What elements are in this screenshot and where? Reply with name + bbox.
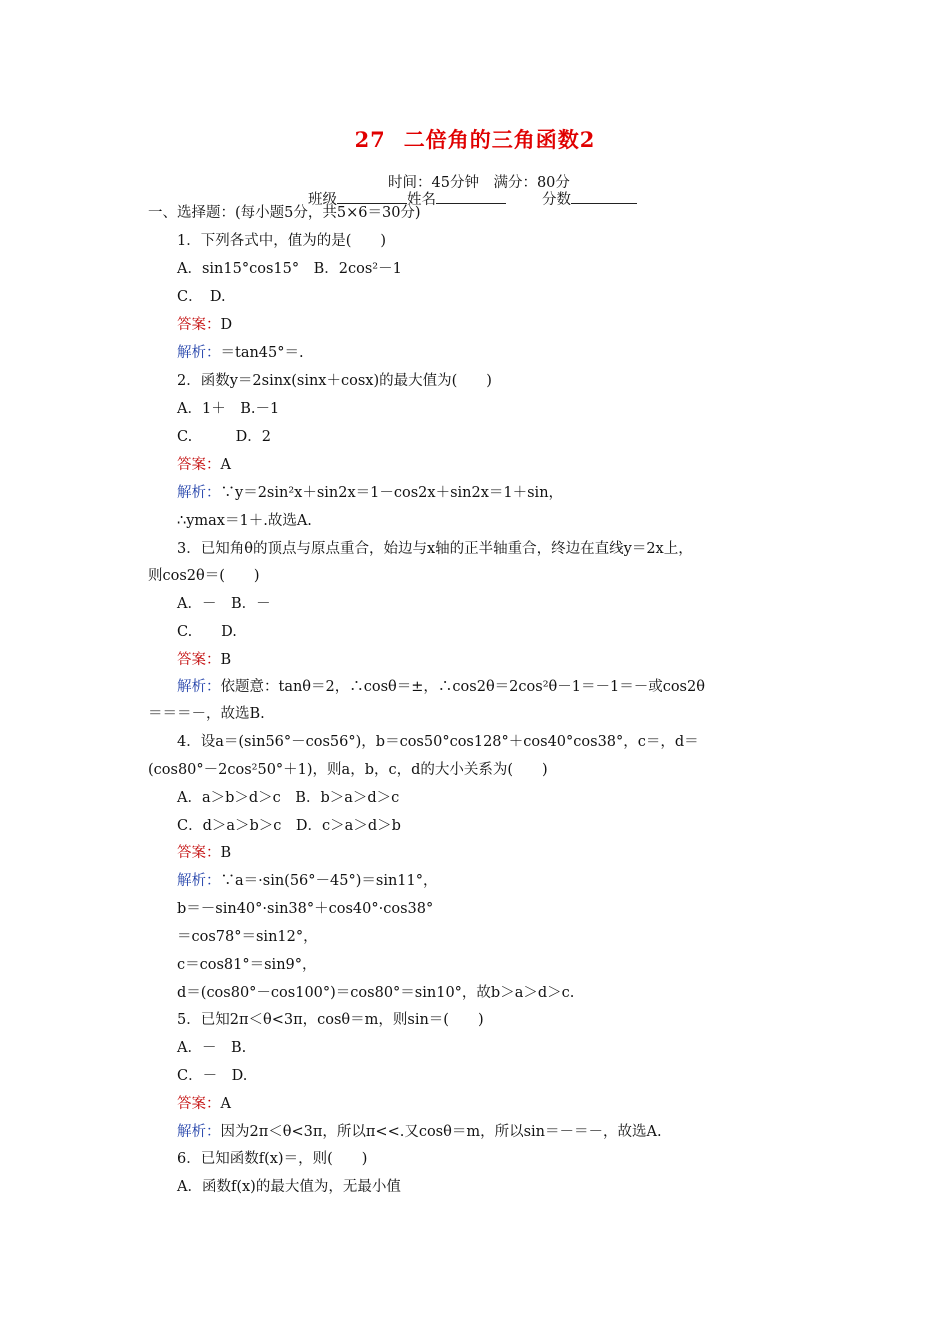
q3-options-cd: C. D. (177, 624, 237, 640)
analysis-label: 解析： (177, 679, 221, 695)
class-blank (337, 190, 407, 204)
analysis-label: 解析： (177, 485, 221, 501)
q1-options-cd: C． D. (177, 289, 226, 305)
q5-answer (177, 1094, 231, 1114)
title-text: 二倍角的三角函数2 (403, 127, 596, 152)
score-blank (571, 190, 637, 204)
q1-analysis-text: ＝tan45°＝. (220, 345, 304, 361)
q3-options-ab: A．－ B．－ (177, 596, 271, 612)
q4-answer-value: B (220, 845, 232, 861)
answer-label: 答案： (177, 652, 221, 668)
class-label: 班级 (308, 192, 337, 208)
answer-label: 答案： (177, 845, 221, 861)
q1-analysis (177, 343, 304, 363)
q3-stem-2: 则cos2θ＝( ) (148, 568, 260, 584)
q4-analysis-3: ＝cos78°＝sin12°， (177, 929, 318, 945)
q3-analysis-text: 依题意：tanθ＝2，∴cosθ＝±，∴cos2θ＝2cos²θ－1＝－1＝－或cos2θ (220, 679, 705, 695)
q4-options-ab: A．a＞b＞d＞c B．b＞a＞d＞c (177, 790, 400, 806)
q4-analysis-text: ∵a＝·sin(56°－45°)＝sin11°， (220, 873, 438, 889)
score-label: 分数 (542, 192, 571, 208)
q4-stem-2: (cos80°－2cos²50°＋1)，则a，b，c，d的大小关系为( ) (148, 762, 548, 778)
q2-answer-value: A (220, 457, 231, 473)
q3-stem: 3．已知角θ的顶点与原点重合，始边与x轴的正半轴重合，终边在直线y＝2x上， (177, 541, 693, 557)
name-blank (436, 190, 506, 204)
q5-stem: 5．已知2π＜θ<3π，cosθ＝m，则sin＝( ) (177, 1012, 484, 1028)
answer-label: 答案： (177, 1096, 221, 1112)
q5-analysis-text: 因为2π＜θ<3π，所以π<<.又cosθ＝m，所以sin＝－＝－，故选A. (220, 1124, 662, 1140)
q3-answer-value: B (220, 652, 232, 668)
q6-option-a: A．函数f(x)的最大值为，无最小值 (177, 1179, 401, 1195)
answer-label: 答案： (177, 317, 221, 333)
q2-options-cd: C. D．2 (177, 429, 272, 445)
q4-analysis-2: b＝－sin40°·sin38°＋cos40°·cos38° (177, 901, 434, 917)
q2-answer (177, 455, 231, 475)
q5-options-ab: A．－ B. (177, 1040, 247, 1056)
analysis-label: 解析： (177, 1124, 221, 1140)
name-label: 姓名 (407, 192, 436, 208)
answer-label: 答案： (177, 457, 221, 473)
q4-stem: 4．设a＝(sin56°－cos56°)，b＝cos50°cos128°＋cos40°cos38°，c＝，d＝ (177, 734, 699, 750)
q5-analysis (177, 1122, 662, 1142)
q3-answer (177, 650, 231, 670)
q4-options-cd: C．d＞a＞b＞c D．c＞a＞d＞b (177, 818, 401, 834)
q1-stem: 1．下列各式中，值为的是( ) (177, 233, 387, 249)
q6-stem: 6．已知函数f(x)＝，则( ) (177, 1151, 368, 1167)
q5-answer-value: A (220, 1096, 231, 1112)
q4-analysis (177, 871, 438, 891)
page-title (0, 124, 950, 154)
q5-options-cd: C．－ D. (177, 1068, 248, 1084)
q1-answer (177, 315, 232, 335)
q4-analysis-5: d＝(cos80°－cos100°)＝cos80°＝sin10°，故b＞a＞d＞c. (177, 985, 575, 1001)
q1-answer-value: D (220, 317, 233, 333)
q2-analysis-text: ∵y＝2sin²x＋sin2x＝1－cos2x＋sin2x＝1＋sin， (220, 485, 564, 501)
q2-stem: 2．函数y＝2sinx(sinx＋cosx)的最大值为( ) (177, 373, 492, 389)
q3-analysis (177, 677, 705, 697)
analysis-label: 解析： (177, 873, 221, 889)
q4-analysis-4: c＝cos81°＝sin9°， (177, 957, 317, 973)
analysis-label: 解析： (177, 345, 221, 361)
time-score-info: 时间：45分钟 满分：80分 (388, 175, 570, 191)
title-number: 27 (354, 127, 386, 152)
q4-answer (177, 843, 231, 863)
q2-options-ab: A．1＋ B.－1 (177, 401, 280, 417)
section-heading: 一、选择题：(每小题5分，共5×6＝30分) (148, 205, 421, 221)
q2-analysis (177, 483, 563, 503)
q2-analysis-2: ∴ymax＝1＋.故选A. (177, 513, 312, 529)
q3-analysis-2: ＝＝＝－，故选B. (148, 706, 265, 722)
q1-options-ab: A．sin15°cos15° B．2cos²－1 (177, 261, 402, 277)
